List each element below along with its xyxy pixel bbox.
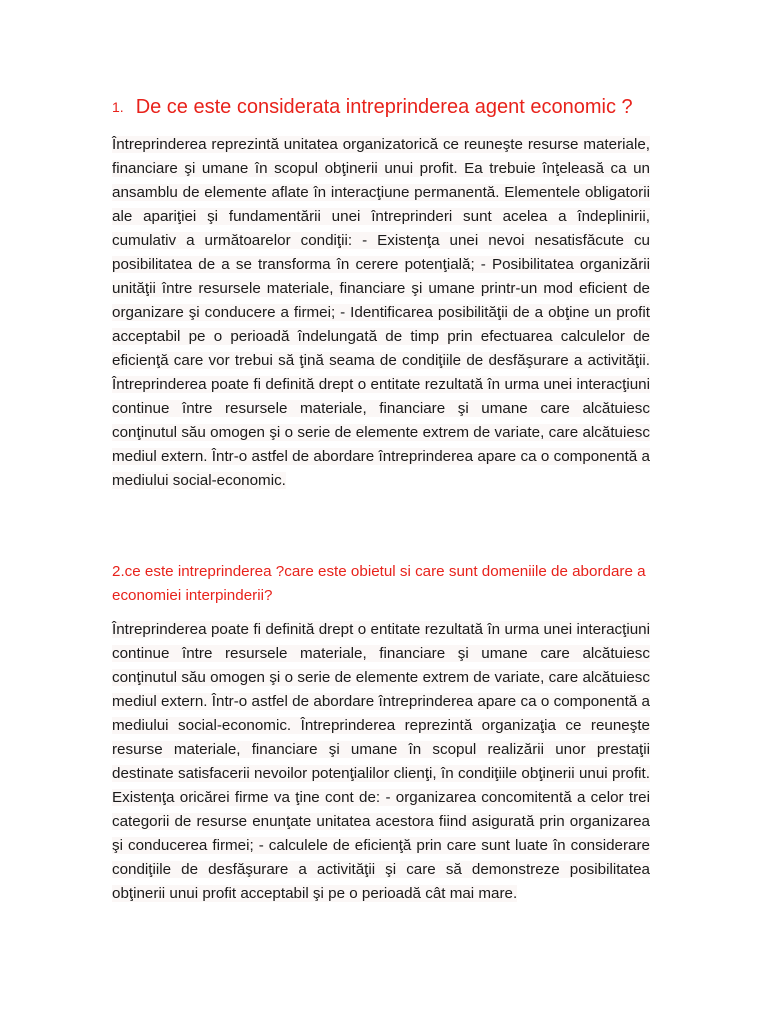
question-2-heading: 2.ce este intreprinderea ?care este obietul si care sunt domeniile de abordare a economiei interpinderii? <box>112 563 646 604</box>
answer-1-text: Întreprinderea reprezintă unitatea organizatorică ce reuneşte resurse materiale, financiare şi umane în scopul obţinerii unui profit. Ea trebuie înţeleasă ca un ansamblu de elemente aflate în interacţiune permanentă. Elementele obligatorii ale apariţiei şi fundamentării unei întreprinderi sunt acelea a îndeplinirii, cumulativ a următoarelor condiţii: - Existenţa unei nevoi nesatisfăcute cu posibilitatea de a se transforma în cerere potenţială; - Posibilitatea organizării unităţii între resursele materiale, financiare şi umane printr-un mod eficient de organizare şi conducere a firmei; - Identificarea posibilităţii de a obţine un profit acceptabil pe o perioadă îndelungată de timp prin efectuarea calculelor de eficienţă care vor trebui să ţină seama de condiţiile de desfăşurare a activităţii. Întreprinderea poate fi definită drept o entitate rezultată în urma unei interacţiuni continue între resursele materiale, financiare şi umane care alcătuiesc conţinutul său omogen şi o serie de elemente extrem de variate, care alcătuiesc mediul extern. Într-o astfel de abordare întreprinderea apare ca o componentă a mediului social-economic. <box>112 136 650 489</box>
answer-2-paragraph <box>112 618 650 906</box>
answer-2-text: Întreprinderea poate fi definită drept o entitate rezultată în urma unei interacţiuni continue între resursele materiale, financiare şi umane care alcătuiesc conţinutul său omogen şi o serie de elemente extrem de variate, care alcătuiesc mediul extern. Într-o astfel de abordare întreprinderea apare ca o componentă a mediului social-economic. Întreprinderea reprezintă organizaţia ce reuneşte resurse materiale, financiare şi umane în scopul realizării unor prestaţii destinate satisfacerii nevoilor potenţialilor clienţi, în condiţiile obţinerii unui profit. Existenţa oricărei firme va ţine cont de: - organizarea concomitentă a celor trei categorii de resurse enunţate unitatea acestora fiind asigurată prin organizarea şi conducerea firmei; - calculele de eficienţă prin care sunt luate în considerare condiţiile de desfăşurare a activităţii şi care să demonstreze posibilitatea obţinerii unui profit acceptabil şi pe o perioadă cât mai mare. <box>112 621 650 902</box>
question-1-number: 1. <box>112 99 124 115</box>
answer-1-paragraph <box>112 133 650 493</box>
question-1-text: De ce este considerata intreprinderea agent economic ? <box>135 96 633 118</box>
question-1-heading <box>112 94 712 120</box>
